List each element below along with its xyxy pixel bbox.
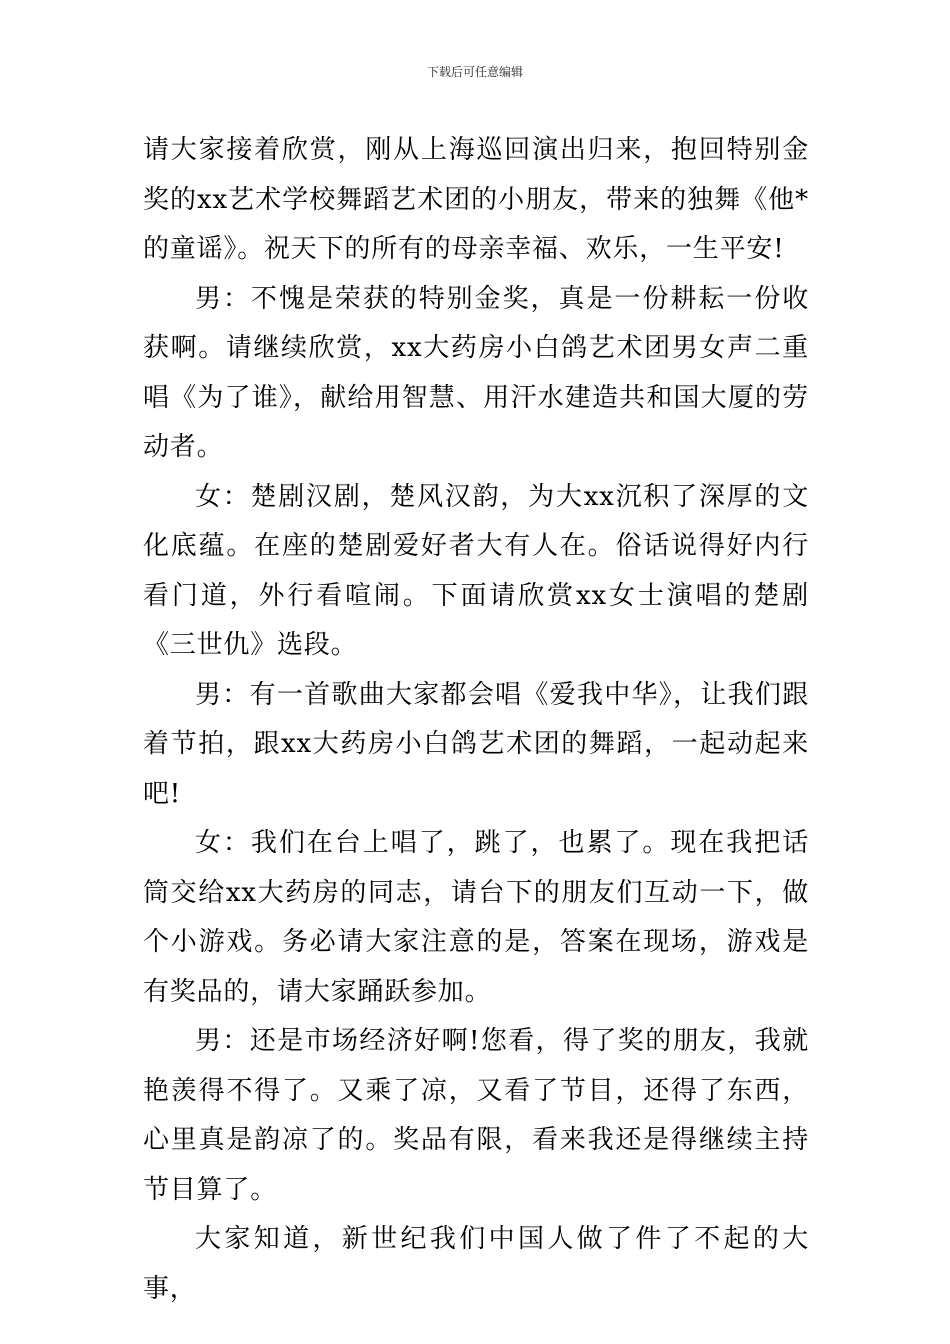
- page-header: 下载后可任意编辑: [426, 65, 523, 79]
- document-body: [143, 126, 809, 1314]
- paragraph-female-2: 女：我们在台上唱了，跳了，也累了。现在我把话筒交给xx大药房的同志，请台下的朋友们互动一下，做个小游戏。务必请大家注意的是，答案在现场，游戏是有奖品的，请大家踊跃参加。: [143, 828, 809, 1007]
- paragraph-male-2: 男：有一首歌曲大家都会唱《爱我中华》，让我们跟着节拍，跟xx大药房小白鸽艺术团的舞蹈，一起动起来吧!: [143, 679, 809, 809]
- paragraph-male-1: 男：不愧是荣获的特别金奖，真是一份耕耘一份收获啊。请继续欣赏，xx大药房小白鸽艺术团男女声二重唱《为了谁》，献给用智慧、用汗水建造共和国大厦的劳动者。: [143, 283, 809, 462]
- paragraph-intro: 请大家接着欣赏，刚从上海巡回演出归来，抱回特别金奖的xx艺术学校舞蹈艺术团的小朋友，带来的独舞《他*的童谣》。祝天下的所有的母亲幸福、欢乐，一生平安!: [143, 135, 809, 264]
- paragraph-female-1: 女：楚剧汉剧，楚风汉韵，为大xx沉积了深厚的文化底蕴。在座的楚剧爱好者大有人在。俗话说得好内行看门道，外行看喧闹。下面请欣赏xx女士演唱的楚剧《三世仇》选段。: [143, 481, 809, 660]
- paragraph-closing: 大家知道，新世纪我们中国人做了件了不起的大事，: [143, 1224, 809, 1304]
- paragraph-male-3: 男：还是市场经济好啊!您看，得了奖的朋友，我就艳羡得不得了。又乘了凉，又看了节目，还得了东西，心里真是韵凉了的。奖品有限，看来我还是得继续主持节目算了。: [143, 1026, 809, 1205]
